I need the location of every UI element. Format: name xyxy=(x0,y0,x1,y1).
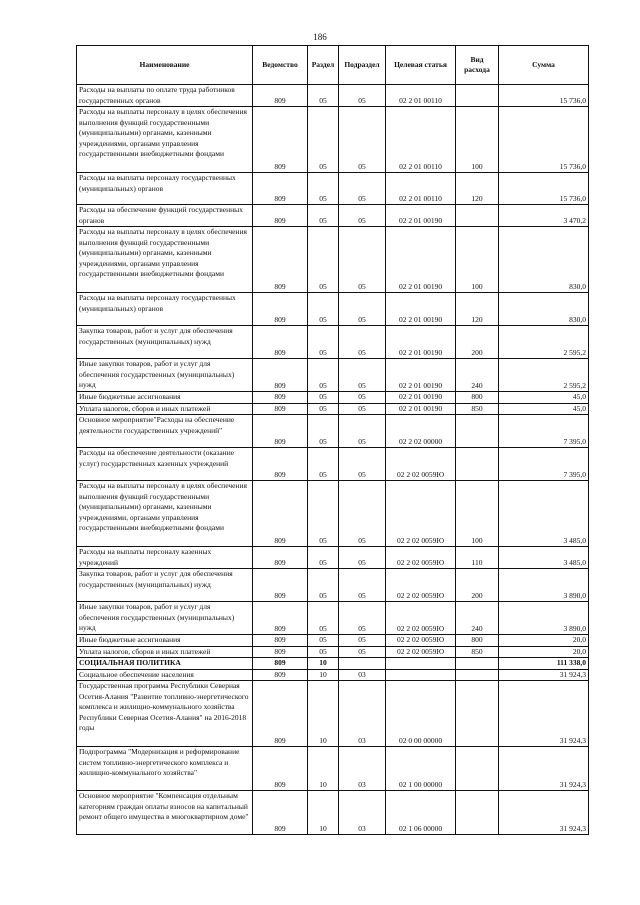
cell-podrazdel: 05 xyxy=(339,173,386,205)
cell-summa: 45,0 xyxy=(499,403,589,415)
cell-summa: 15 736,0 xyxy=(499,85,589,107)
cell-vedomstvo: 809 xyxy=(253,602,308,635)
cell-podrazdel: 03 xyxy=(339,791,386,835)
table-row xyxy=(77,107,589,173)
table-row xyxy=(77,448,589,481)
cell-statya: 02 2 01 00110 xyxy=(386,85,456,107)
cell-statya: 02 2 01 00110 xyxy=(386,107,456,173)
cell-name: Расходы на выплаты по оплате труда работников государственных органов xyxy=(77,85,253,107)
cell-statya: 02 2 01 00190 xyxy=(386,205,456,227)
cell-vid: 100 xyxy=(456,107,499,173)
cell-summa: 15 736,0 xyxy=(499,107,589,173)
header-vedomstvo: Ведомство xyxy=(253,46,308,85)
cell-summa: 2 595,2 xyxy=(499,326,589,359)
budget-table xyxy=(76,45,589,835)
cell-razdel: 05 xyxy=(308,326,339,359)
cell-name: Иные закупки товаров, работ и услуг для обеспечения государственных (муниципальных) нужд xyxy=(77,359,253,392)
table-row xyxy=(77,481,589,547)
cell-podrazdel: 03 xyxy=(339,747,386,791)
cell-podrazdel: 05 xyxy=(339,403,386,415)
cell-razdel: 05 xyxy=(308,602,339,635)
cell-statya: 02 2 01 00190 xyxy=(386,227,456,293)
cell-vid: 110 xyxy=(456,547,499,569)
cell-name: СОЦИАЛЬНАЯ ПОЛИТИКА xyxy=(77,658,253,670)
cell-statya: 02 2 01 00190 xyxy=(386,293,456,326)
cell-summa: 31 924,3 xyxy=(499,681,589,747)
cell-vedomstvo: 809 xyxy=(253,646,308,658)
cell-name: Расходы на выплаты персоналу в целях обеспечения выполнения функций государственными (муниципальными) органами, казенными учреждениями, органами управления государственными внебюджетными фондами xyxy=(77,107,253,173)
cell-vid xyxy=(456,448,499,481)
table-row xyxy=(77,669,589,681)
header-razdel: Раздел xyxy=(308,46,339,85)
cell-vid: 850 xyxy=(456,646,499,658)
cell-summa: 830,0 xyxy=(499,227,589,293)
cell-summa: 15 736,0 xyxy=(499,173,589,205)
cell-statya: 02 2 02 0059Ю xyxy=(386,646,456,658)
cell-name: Закупка товаров, работ и услуг для обеспечения государственных (муниципальных) нужд xyxy=(77,569,253,602)
cell-vid xyxy=(456,681,499,747)
cell-razdel: 05 xyxy=(308,392,339,404)
cell-podrazdel: 05 xyxy=(339,635,386,647)
header-name: Наименование xyxy=(77,46,253,85)
cell-summa: 31 924,3 xyxy=(499,747,589,791)
cell-vid: 200 xyxy=(456,326,499,359)
cell-name: Подпрограмма "Модернизация и реформирование систем топливно-энергетического комплекса и жилищно-коммунального хозяйства" xyxy=(77,747,253,791)
cell-vid: 100 xyxy=(456,227,499,293)
cell-razdel: 05 xyxy=(308,173,339,205)
cell-podrazdel: 05 xyxy=(339,293,386,326)
cell-razdel: 10 xyxy=(308,681,339,747)
cell-name: Расходы на выплаты персоналу государственных (муниципальных) органов xyxy=(77,293,253,326)
cell-podrazdel: 05 xyxy=(339,448,386,481)
cell-podrazdel: 03 xyxy=(339,681,386,747)
table-row xyxy=(77,205,589,227)
cell-razdel: 05 xyxy=(308,635,339,647)
table-row xyxy=(77,359,589,392)
cell-statya: 02 2 01 00190 xyxy=(386,403,456,415)
table-row xyxy=(77,173,589,205)
cell-razdel: 10 xyxy=(308,791,339,835)
cell-summa: 7 395,0 xyxy=(499,448,589,481)
cell-vedomstvo: 809 xyxy=(253,326,308,359)
cell-vid: 100 xyxy=(456,481,499,547)
header-vid: Вид расхода xyxy=(456,46,499,85)
cell-name: Иные бюджетные ассигнования xyxy=(77,635,253,647)
cell-podrazdel: 05 xyxy=(339,392,386,404)
cell-vedomstvo: 809 xyxy=(253,569,308,602)
cell-name: Социальное обеспечение населения xyxy=(77,669,253,681)
table-row xyxy=(77,602,589,635)
cell-vedomstvo: 809 xyxy=(253,85,308,107)
cell-vid: 850 xyxy=(456,403,499,415)
cell-vid: 800 xyxy=(456,635,499,647)
table-row xyxy=(77,293,589,326)
cell-name: Расходы на обеспечение функций государственных органов xyxy=(77,205,253,227)
cell-summa: 3 470,2 xyxy=(499,205,589,227)
cell-razdel: 05 xyxy=(308,448,339,481)
table-row xyxy=(77,547,589,569)
table-row xyxy=(77,403,589,415)
cell-podrazdel: 05 xyxy=(339,205,386,227)
cell-vid: 120 xyxy=(456,173,499,205)
cell-summa: 111 338,0 xyxy=(499,658,589,670)
cell-summa: 830,0 xyxy=(499,293,589,326)
table-row xyxy=(77,85,589,107)
cell-vedomstvo: 809 xyxy=(253,448,308,481)
cell-vedomstvo: 809 xyxy=(253,107,308,173)
cell-summa: 31 924,3 xyxy=(499,669,589,681)
table-row xyxy=(77,635,589,647)
cell-razdel: 05 xyxy=(308,205,339,227)
cell-statya: 02 2 02 0059Ю xyxy=(386,635,456,647)
cell-statya: 02 2 02 0059Ю xyxy=(386,547,456,569)
cell-podrazdel: 05 xyxy=(339,227,386,293)
cell-razdel: 10 xyxy=(308,658,339,670)
table-row xyxy=(77,569,589,602)
cell-vid xyxy=(456,791,499,835)
cell-vedomstvo: 809 xyxy=(253,791,308,835)
cell-razdel: 05 xyxy=(308,107,339,173)
cell-summa: 3 485,0 xyxy=(499,547,589,569)
cell-name: Расходы на выплаты персоналу казенных учреждений xyxy=(77,547,253,569)
cell-razdel: 05 xyxy=(308,227,339,293)
cell-vid xyxy=(456,415,499,448)
cell-name: Уплата налогов, сборов и иных платежей xyxy=(77,646,253,658)
cell-statya: 02 2 02 0059Ю xyxy=(386,569,456,602)
cell-name: Расходы на выплаты персоналу государственных (муниципальных) органов xyxy=(77,173,253,205)
header-statya: Целевая статья xyxy=(386,46,456,85)
table-row xyxy=(77,747,589,791)
cell-vedomstvo: 809 xyxy=(253,547,308,569)
table-row xyxy=(77,227,589,293)
cell-razdel: 05 xyxy=(308,481,339,547)
table-row xyxy=(77,681,589,747)
cell-vedomstvo: 809 xyxy=(253,658,308,670)
cell-summa: 2 595,2 xyxy=(499,359,589,392)
cell-vedomstvo: 809 xyxy=(253,293,308,326)
cell-podrazdel: 05 xyxy=(339,481,386,547)
cell-statya xyxy=(386,669,456,681)
cell-name: Уплата налогов, сборов и иных платежей xyxy=(77,403,253,415)
cell-statya: 02 2 02 0059Ю xyxy=(386,602,456,635)
table-row xyxy=(77,415,589,448)
cell-razdel: 05 xyxy=(308,403,339,415)
table-header-row xyxy=(77,46,589,85)
cell-name: Иные закупки товаров, работ и услуг для обеспечения государственных (муниципальных) нужд xyxy=(77,602,253,635)
cell-summa: 3 485,0 xyxy=(499,481,589,547)
cell-vid: 200 xyxy=(456,569,499,602)
cell-statya: 02 2 02 00000 xyxy=(386,415,456,448)
cell-vid: 240 xyxy=(456,602,499,635)
table-row xyxy=(77,646,589,658)
cell-vedomstvo: 809 xyxy=(253,635,308,647)
cell-statya: 02 2 01 00110 xyxy=(386,173,456,205)
cell-vedomstvo: 809 xyxy=(253,669,308,681)
cell-vedomstvo: 809 xyxy=(253,173,308,205)
cell-name: Расходы на обеспечение деятельности (оказание услуг) государственных казенных учреждений xyxy=(77,448,253,481)
cell-podrazdel xyxy=(339,658,386,670)
cell-razdel: 05 xyxy=(308,293,339,326)
cell-razdel: 05 xyxy=(308,85,339,107)
cell-vid xyxy=(456,669,499,681)
cell-razdel: 05 xyxy=(308,415,339,448)
table-row xyxy=(77,392,589,404)
cell-name: Расходы на выплаты персоналу в целях обеспечения выполнения функций государственными (муниципальными) органами, казенными учреждениями, органами управления государственными внебюджетными фондами xyxy=(77,227,253,293)
cell-razdel: 05 xyxy=(308,359,339,392)
cell-statya: 02 0 00 00000 xyxy=(386,681,456,747)
cell-vid xyxy=(456,85,499,107)
cell-statya: 02 2 02 0059Ю xyxy=(386,481,456,547)
table-row xyxy=(77,658,589,670)
cell-vedomstvo: 809 xyxy=(253,403,308,415)
cell-vedomstvo: 809 xyxy=(253,747,308,791)
cell-name: Закупка товаров, работ и услуг для обеспечения государственных (муниципальных) нужд xyxy=(77,326,253,359)
cell-podrazdel: 05 xyxy=(339,326,386,359)
cell-podrazdel: 05 xyxy=(339,415,386,448)
cell-vid: 240 xyxy=(456,359,499,392)
cell-podrazdel: 03 xyxy=(339,669,386,681)
cell-statya: 02 2 02 0059Ю xyxy=(386,448,456,481)
cell-vedomstvo: 809 xyxy=(253,359,308,392)
cell-vid: 120 xyxy=(456,293,499,326)
cell-name: Иные бюджетные ассигнования xyxy=(77,392,253,404)
cell-summa: 3 890,0 xyxy=(499,602,589,635)
cell-summa: 7 395,0 xyxy=(499,415,589,448)
cell-podrazdel: 05 xyxy=(339,646,386,658)
cell-vedomstvo: 809 xyxy=(253,481,308,547)
cell-razdel: 10 xyxy=(308,669,339,681)
cell-name: Основное мероприятие"Расходы на обеспечение деятельности государственных учреждений" xyxy=(77,415,253,448)
table-row xyxy=(77,791,589,835)
cell-statya: 02 2 01 00190 xyxy=(386,326,456,359)
cell-podrazdel: 05 xyxy=(339,359,386,392)
cell-vedomstvo: 809 xyxy=(253,681,308,747)
cell-summa: 3 890,0 xyxy=(499,569,589,602)
cell-razdel: 05 xyxy=(308,646,339,658)
cell-statya xyxy=(386,658,456,670)
cell-vedomstvo: 809 xyxy=(253,392,308,404)
cell-statya: 02 1 00 00000 xyxy=(386,747,456,791)
table-row xyxy=(77,326,589,359)
cell-vid xyxy=(456,747,499,791)
cell-razdel: 10 xyxy=(308,747,339,791)
cell-name: Расходы на выплаты персоналу в целях обеспечения выполнения функций государственными (муниципальными) органами, казенными учреждениями, органами управления государственными внебюджетными фондами xyxy=(77,481,253,547)
header-podrazdel: Подраздел xyxy=(339,46,386,85)
cell-razdel: 05 xyxy=(308,547,339,569)
cell-podrazdel: 05 xyxy=(339,569,386,602)
cell-statya: 02 1 06 00000 xyxy=(386,791,456,835)
cell-name: Основное мероприятие "Компенсация отдельным категориям граждан оплаты взносов на капитальный ремонт общего имущества в многоквартирном доме" xyxy=(77,791,253,835)
cell-summa: 31 924,3 xyxy=(499,791,589,835)
cell-name: Государственная программа Республики Северная Осетия-Алания "Развитие топливно-энергетического комплекса и жилищно-коммунального хозяйства Республики Северная Осетия-Алания" на 2016-2018 годы xyxy=(77,681,253,747)
cell-vedomstvo: 809 xyxy=(253,205,308,227)
cell-statya: 02 2 01 00190 xyxy=(386,359,456,392)
cell-podrazdel: 05 xyxy=(339,85,386,107)
cell-razdel: 05 xyxy=(308,569,339,602)
cell-summa: 45,0 xyxy=(499,392,589,404)
cell-statya: 02 2 01 00190 xyxy=(386,392,456,404)
cell-podrazdel: 05 xyxy=(339,547,386,569)
cell-vid xyxy=(456,205,499,227)
cell-summa: 20,0 xyxy=(499,646,589,658)
cell-podrazdel: 05 xyxy=(339,602,386,635)
cell-vedomstvo: 809 xyxy=(253,227,308,293)
header-summa: Сумма xyxy=(499,46,589,85)
cell-vedomstvo: 809 xyxy=(253,415,308,448)
page-number: 186 xyxy=(313,32,327,42)
cell-summa: 20,0 xyxy=(499,635,589,647)
cell-podrazdel: 05 xyxy=(339,107,386,173)
cell-vid xyxy=(456,658,499,670)
cell-vid: 800 xyxy=(456,392,499,404)
